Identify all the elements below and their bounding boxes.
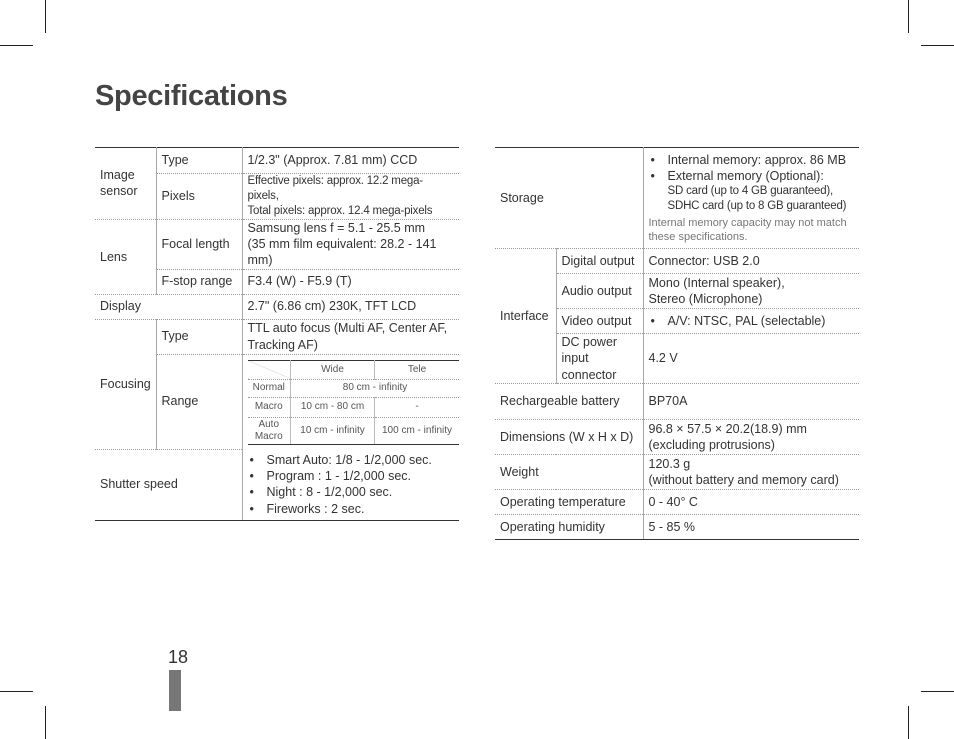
page-title: Specifications — [95, 80, 288, 112]
shutter-speed-list — [248, 452, 455, 517]
range-row-automacro-label: Auto Macro — [248, 417, 291, 444]
storage-label: Storage — [495, 148, 643, 249]
audio-output-value — [643, 274, 859, 309]
storage-sdhc: SDHC card (up to 8 GB guaranteed) — [667, 199, 847, 212]
focal-length-line1: Samsung lens f = 5.1 - 25.5 mm — [247, 220, 426, 235]
crop-mark — [908, 0, 909, 33]
range-row-automacro-wide: 10 cm - infinity — [291, 417, 375, 444]
shutter-speed-item: • Smart Auto: 1/8 - 1/2,000 sec. — [248, 452, 455, 468]
range-row-macro-tele: - — [375, 397, 460, 417]
weight-value — [643, 455, 859, 490]
focusing-label: Focusing — [95, 319, 156, 449]
op-temp-value: 0 - 40° C — [643, 490, 859, 515]
op-temp-label: Operating temperature — [495, 490, 643, 515]
audio-output-line2: Stereo (Microphone) — [648, 292, 763, 306]
range-row-macro-wide: 10 cm - 80 cm — [291, 397, 375, 417]
focus-range-table — [248, 360, 460, 445]
focal-length-value — [242, 219, 459, 269]
crop-mark — [45, 0, 46, 33]
dimensions-line1: 96.8 × 57.5 × 20.2(18.9) mm — [648, 421, 807, 436]
shutter-speed-item: • Night : 8 - 1/2,000 sec. — [248, 484, 455, 500]
range-row-automacro-tele: 100 cm - infinity — [375, 417, 460, 444]
crop-mark — [0, 45, 33, 46]
dimensions-line2: (excluding protrusions) — [648, 438, 775, 452]
op-humidity-label: Operating humidity — [495, 515, 643, 540]
battery-value: BP70A — [643, 384, 859, 420]
storage-list — [649, 152, 855, 185]
audio-output-line1: Mono (Internal speaker), — [648, 275, 785, 290]
video-output-label: Video output — [556, 309, 643, 334]
battery-label: Rechargeable battery — [495, 384, 643, 420]
crop-mark — [908, 706, 909, 739]
range-row-normal-value: 80 cm - infinity — [291, 379, 460, 397]
interface-label: Interface — [495, 249, 556, 384]
display-value: 2.7" (6.86 cm) 230K, TFT LCD — [242, 294, 459, 319]
digital-output-label: Digital output — [556, 249, 643, 274]
crop-mark — [921, 45, 954, 46]
range-header-wide: Wide — [291, 360, 375, 379]
focus-type-value: TTL auto focus (Multi AF, Center AF, Tracking AF) — [242, 319, 459, 354]
focal-length-label: Focal length — [156, 219, 242, 269]
pixels-effective: Effective pixels: approx. 12.2 mega-pixels, — [247, 175, 423, 202]
fstop-label: F-stop range — [156, 269, 242, 294]
sensor-type-value: 1/2.3" (Approx. 7.81 mm) CCD — [242, 148, 459, 174]
focus-range-label: Range — [156, 354, 242, 449]
digital-output-value: Connector: USB 2.0 — [643, 249, 859, 274]
range-header-tele: Tele — [375, 360, 460, 379]
storage-external: • External memory (Optional): — [649, 168, 855, 184]
crop-mark — [0, 691, 33, 692]
range-row-macro-label: Macro — [248, 397, 291, 417]
page-number: 18 — [168, 647, 189, 667]
focus-range-cell — [242, 354, 459, 449]
lens-label: Lens — [95, 219, 156, 294]
sensor-pixels-value — [242, 174, 459, 220]
spec-table-right — [495, 147, 859, 540]
focus-type-label: Type — [156, 319, 242, 354]
dimensions-value — [643, 420, 859, 455]
sensor-pixels-label: Pixels — [156, 174, 242, 220]
dimensions-label: Dimensions (W x H x D) — [495, 420, 643, 455]
weight-label: Weight — [495, 455, 643, 490]
focal-length-line2: (35 mm film equivalent: 28.2 - 141 mm) — [247, 237, 437, 268]
dc-input-label: DC power input connector — [556, 334, 643, 384]
range-corner — [248, 360, 291, 379]
spec-table-left — [95, 147, 459, 521]
sensor-type-label: Type — [156, 148, 242, 174]
storage-internal: • Internal memory: approx. 86 MB — [649, 152, 855, 168]
display-label: Display — [95, 294, 242, 319]
video-output-list — [649, 313, 855, 329]
page-tab-marker — [169, 670, 181, 711]
storage-sd: SD card (up to 4 GB guaranteed), — [667, 185, 834, 198]
video-output-item: • A/V: NTSC, PAL (selectable) — [649, 313, 855, 329]
pixels-total: Total pixels: approx. 12.4 mega-pixels — [247, 204, 433, 217]
storage-note: Internal memory capacity may not match these specifications. — [648, 216, 847, 244]
op-humidity-value: 5 - 85 % — [643, 515, 859, 540]
weight-line1: 120.3 g — [648, 456, 691, 471]
video-output-value — [643, 309, 859, 334]
shutter-speed-label: Shutter speed — [95, 449, 242, 520]
shutter-speed-item: • Fireworks : 2 sec. — [248, 501, 455, 517]
crop-mark — [45, 706, 46, 739]
fstop-value: F3.4 (W) - F5.9 (T) — [242, 269, 459, 294]
image-sensor-label: Image sensor — [95, 148, 156, 220]
shutter-speed-item: • Program : 1 - 1/2,000 sec. — [248, 468, 455, 484]
dc-input-value: 4.2 V — [643, 334, 859, 384]
shutter-speed-value — [242, 449, 459, 520]
audio-output-label: Audio output — [556, 274, 643, 309]
weight-line2: (without battery and memory card) — [648, 473, 839, 487]
range-row-normal-label: Normal — [248, 379, 291, 397]
storage-value — [643, 148, 859, 249]
crop-mark — [921, 691, 954, 692]
